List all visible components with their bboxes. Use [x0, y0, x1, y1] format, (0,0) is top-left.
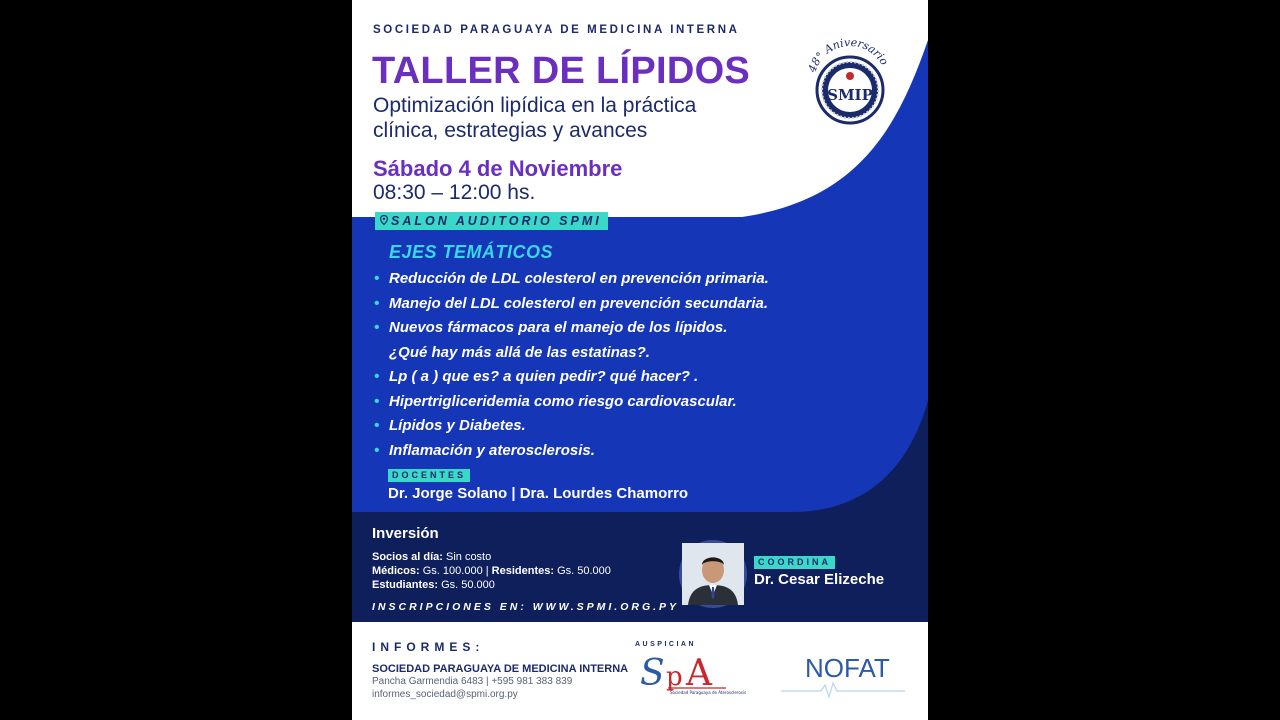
anniversary-badge	[804, 32, 896, 132]
informes-label: INFORMES:	[372, 640, 485, 654]
nofat-logo	[781, 653, 905, 701]
sponsors-label: AUSPICIAN	[635, 641, 697, 648]
svg-text:S: S	[640, 653, 665, 694]
topic-item: • Reducción de LDL colesterol en prevención primaria.	[372, 267, 812, 292]
informes-email[interactable]: informes_sociedad@spmi.org.py	[372, 689, 518, 700]
venue-tag	[375, 212, 608, 230]
docentes-names: Dr. Jorge Solano | Dra. Lourdes Chamorro	[388, 485, 689, 502]
subtitle-line-1: Optimización lipídica en la práctica	[373, 94, 697, 117]
organization-name: SOCIEDAD PARAGUAYA DE MEDICINA INTERNA	[373, 24, 740, 36]
topics-title: EJES TEMÁTICOS	[389, 242, 554, 262]
investment-title: Inversión	[372, 525, 439, 542]
subtitle-line-2: clínica, estrategias y avances	[373, 119, 648, 142]
topic-item: • Lípidos y Diabetes.	[372, 414, 812, 439]
price-socios: Socios al día: Sin costo	[372, 551, 492, 563]
nofat-logo-text: NOFAT	[805, 653, 890, 683]
location-pin-icon	[379, 215, 389, 225]
informes-address: Pancha Garmendia 6483 | +595 981 383 839	[372, 676, 573, 687]
coordinator-name: Dr. Cesar Elizeche	[754, 571, 885, 588]
price-estudiantes: Estudiantes: Gs. 50.000	[372, 579, 495, 591]
topics-list	[372, 267, 812, 463]
topic-item: • Inflamación y aterosclerosis.	[372, 439, 812, 464]
venue-name: SALON AUDITORIO SPMI	[391, 214, 602, 228]
topic-item: • Lp ( a ) que es? a quien pedir? qué hacer? .	[372, 365, 812, 390]
registration-link[interactable]: INSCRIPCIONES EN: WWW.SPMI.ORG.PY	[372, 601, 680, 613]
svg-text:Sociedad Paraguaya de Ateroscl: Sociedad Paraguaya de Aterosclerosis	[670, 690, 747, 695]
spa-logo	[638, 651, 747, 697]
event-time: 08:30 – 12:00 hs.	[373, 181, 536, 204]
topic-item: • Manejo del LDL colesterol en prevención secundaria.	[372, 292, 812, 317]
event-date: Sábado 4 de Noviembre	[373, 156, 623, 181]
coordina-tag: COORDINA	[754, 556, 835, 569]
docentes-tag: DOCENTES	[388, 469, 470, 482]
badge-monogram: SMIP	[827, 86, 873, 104]
event-poster	[352, 0, 928, 720]
event-title: TALLER DE LÍPIDOS	[372, 50, 751, 92]
svg-text:p: p	[666, 662, 683, 692]
informes-organization: SOCIEDAD PARAGUAYA DE MEDICINA INTERNA	[372, 663, 629, 675]
event-subtitle	[373, 93, 773, 143]
svg-text:A: A	[686, 653, 712, 694]
coordinator-photo	[679, 540, 747, 608]
price-medicos-residentes: Médicos: Gs. 100.000 | Residentes: Gs. 50.000	[372, 565, 611, 577]
topic-item: • Hipertrigliceridemia como riesgo cardiovascular.	[372, 390, 812, 415]
topic-item: • Nuevos fármacos para el manejo de los lípidos. ¿Qué hay más allá de las estatinas?.	[372, 316, 812, 365]
badge-arc-text: 48° Aniversario	[805, 35, 891, 75]
